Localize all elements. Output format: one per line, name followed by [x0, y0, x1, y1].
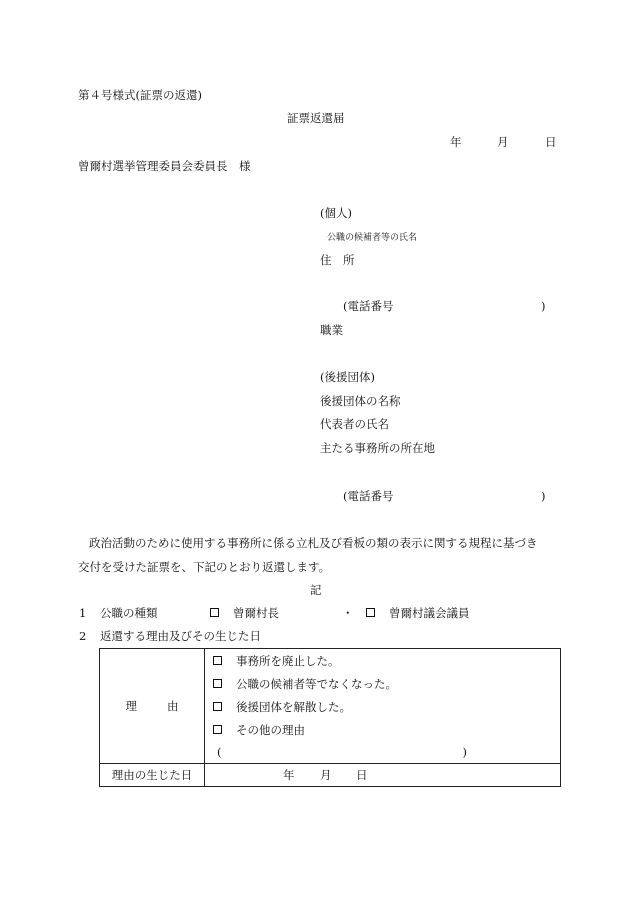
reason-option-office-closed[interactable]: [205, 649, 560, 672]
other-reason-close-paren: ): [462, 745, 467, 759]
mayor-checkbox[interactable]: [210, 608, 219, 617]
date-day: 日: [545, 135, 557, 149]
support-group-heading: (後援団体): [320, 370, 375, 384]
support-group-phone-close: ): [541, 489, 546, 503]
occupation-label: 職業: [320, 323, 343, 337]
no-longer-candidate-checkbox[interactable]: [213, 679, 222, 688]
reason-date-year: 年: [283, 768, 295, 782]
form-number: 第４号様式(証票の返還): [78, 88, 202, 102]
no-longer-candidate-label: 公職の候補者等でなくなった。: [236, 676, 397, 691]
reason-option-no-longer-candidate[interactable]: [205, 672, 560, 695]
reason-options-cell: [205, 649, 561, 764]
reason-label-1: 理: [125, 699, 137, 713]
item-2-label: 返還する理由及びその生じた日: [100, 629, 261, 643]
support-group-name-label: 後援団体の名称: [320, 394, 401, 408]
reason-option-other[interactable]: [205, 718, 560, 741]
individual-phone-close: ): [541, 299, 546, 313]
note-heading: 記: [310, 583, 322, 597]
reason-option-group-dissolved[interactable]: [205, 695, 560, 718]
address-label: 住 所: [320, 253, 355, 267]
individual-phone-label: (電話番号: [343, 299, 394, 313]
representative-label: 代表者の氏名: [320, 417, 389, 431]
reason-date-label: 理由の生じた日: [100, 764, 205, 787]
item-1-label: 公職の種類: [100, 606, 158, 620]
date-year: 年: [450, 135, 462, 149]
office-closed-checkbox[interactable]: [213, 656, 222, 665]
council-checkbox[interactable]: [366, 608, 375, 617]
office-closed-label: 事務所を廃止した。: [236, 653, 340, 668]
office-location-label: 主たる事務所の所在地: [320, 441, 435, 455]
council-option-label: 曾爾村議会議員: [389, 606, 470, 620]
reason-date-day: 日: [356, 768, 368, 782]
other-reason-input[interactable]: [205, 741, 560, 763]
reason-label-2: 由: [167, 699, 179, 713]
candidate-name-label: 公職の候補者等の氏名: [327, 233, 418, 243]
other-reason-checkbox[interactable]: [213, 725, 222, 734]
body-text-line-2: 交付を受けた証票を、下記のとおり返還します。: [78, 560, 331, 574]
item-2-number: 2: [79, 629, 87, 643]
addressee: 曾爾村選挙管理委員会委員長 様: [78, 159, 251, 173]
group-dissolved-checkbox[interactable]: [213, 702, 222, 711]
option-separator: ・: [342, 606, 354, 620]
reason-date-month: 月: [320, 768, 332, 782]
other-reason-open-paren: (: [217, 745, 222, 759]
reason-table: [99, 648, 561, 787]
reason-date-cell[interactable]: [205, 764, 561, 787]
individual-heading: (個人): [320, 206, 352, 220]
item-1-number: 1: [79, 606, 87, 620]
reason-label-cell: [100, 649, 205, 764]
document-title: 証票返還届: [287, 111, 345, 125]
support-group-phone-label: (電話番号: [343, 489, 394, 503]
other-reason-label: その他の理由: [236, 722, 305, 737]
date-month: 月: [497, 135, 509, 149]
body-text-line-1: 政治活動のために使用する事務所に係る立札及び看板の類の表示に関する規程に基づき: [89, 536, 538, 550]
mayor-option-label: 曾爾村長: [233, 606, 279, 620]
group-dissolved-label: 後援団体を解散した。: [236, 699, 351, 714]
